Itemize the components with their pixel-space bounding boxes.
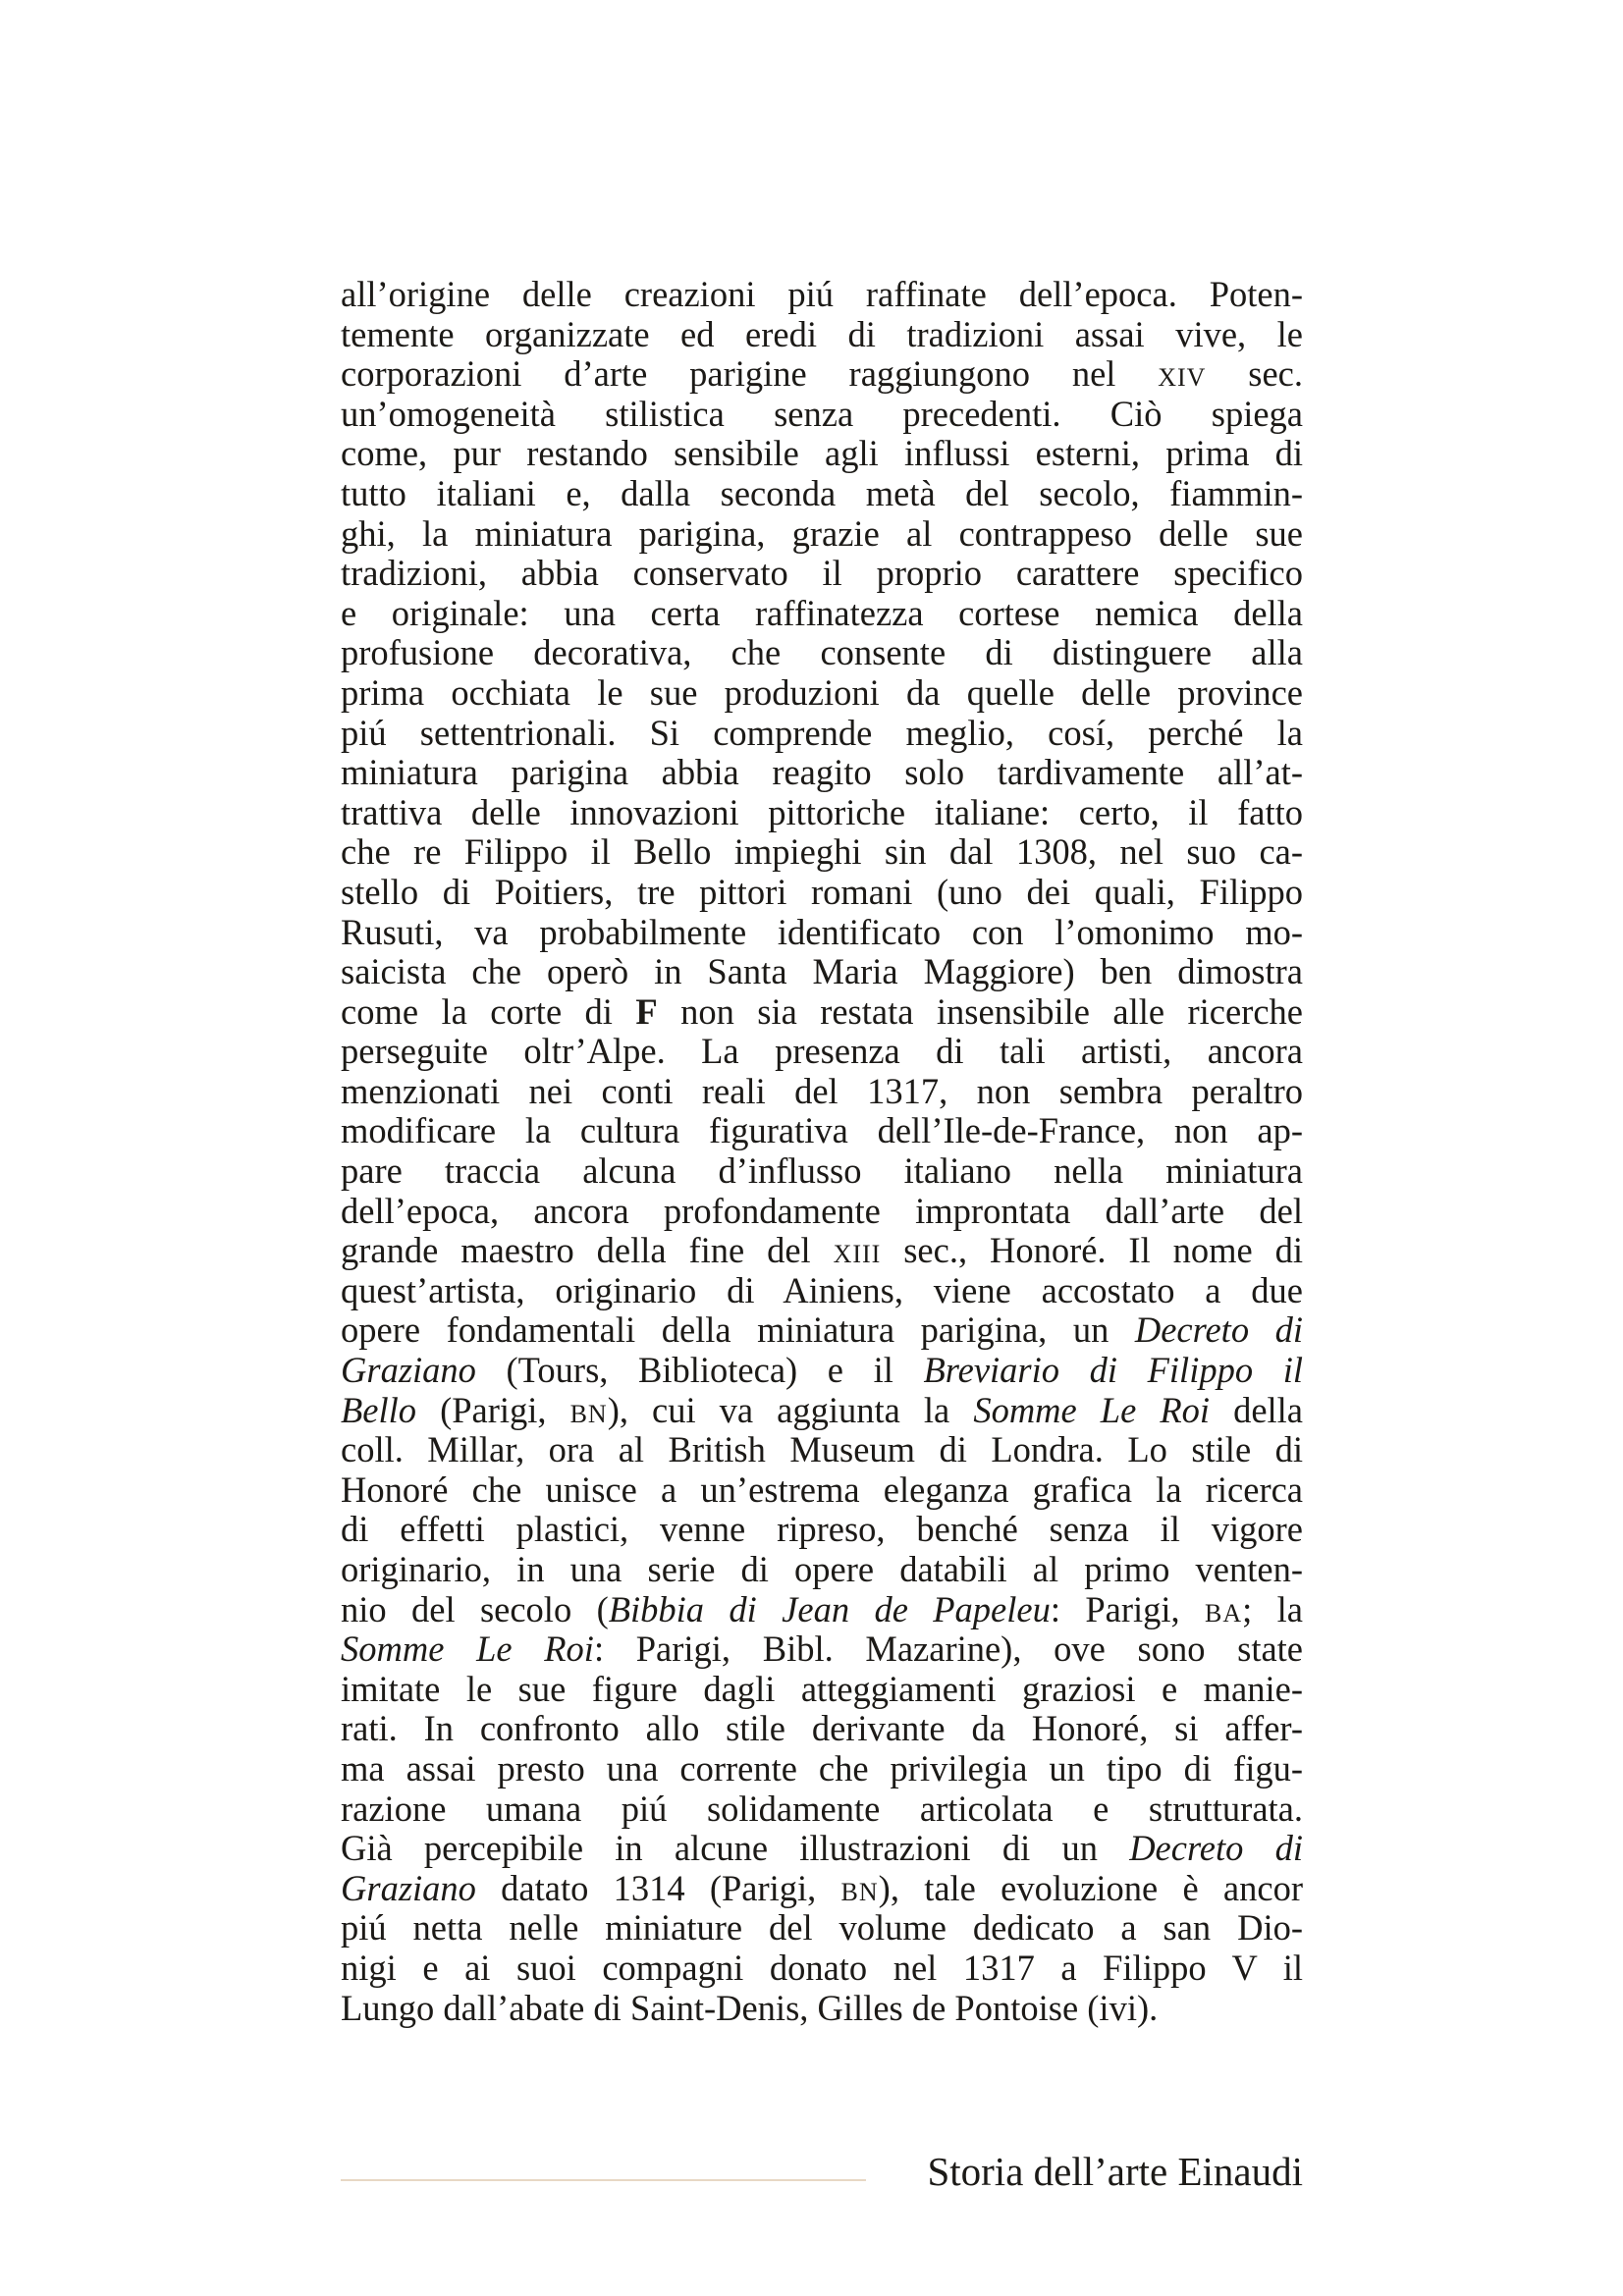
text-run: profusione decorativa, che consente di distinguere alla <box>341 632 1303 673</box>
text-run: (Tours, Biblioteca) e il <box>475 1350 924 1391</box>
text-line <box>341 832 1303 873</box>
text-run: ), cui va aggiunta la <box>607 1389 974 1430</box>
bold-letter: F <box>635 990 658 1032</box>
page-footer <box>341 2128 1303 2197</box>
text-run: come la corte di <box>341 990 636 1032</box>
text-line <box>341 594 1303 634</box>
text-line <box>341 952 1303 992</box>
text-line <box>341 1151 1303 1192</box>
text-run: saicista che operò in Santa Maria Maggiore) ben dimostra <box>341 951 1303 992</box>
text-run: Rusuti, va probabilmente identificato con l’omonimo mo- <box>341 911 1303 952</box>
text-run: nigi e ai suoi compagni donato nel 1317 a Filippo V il <box>341 1947 1303 1988</box>
text-run: Lungo dall’abate di Saint-Denis, Gilles de Pontoise (ivi). <box>341 1987 1159 2028</box>
text-run: (Parigi, <box>416 1389 570 1430</box>
text-run: sec., Honoré. Il nome di <box>881 1230 1303 1271</box>
text-run: e originale: una certa raffinatezza cortese nemica della <box>341 592 1303 633</box>
italic-title: Breviario di Filippo il <box>923 1350 1303 1391</box>
text-line <box>341 554 1303 594</box>
small-caps-abbrev: bn <box>840 1867 879 1908</box>
italic-title: Decreto di <box>1134 1309 1304 1351</box>
text-run: Già percepibile in alcune illustrazioni di un <box>341 1828 1130 1869</box>
italic-title: Decreto di <box>1129 1828 1303 1869</box>
text-line <box>341 1949 1303 1989</box>
text-line <box>341 1908 1303 1949</box>
text-run: coll. Millar, ora al British Museum di Londra. Lo stile di <box>341 1429 1303 1470</box>
text-run: imitate le sue figure dagli atteggiamenti graziosi e manie- <box>341 1668 1303 1709</box>
body-text <box>341 275 1303 2028</box>
text-line <box>341 913 1303 953</box>
text-run: grande maestro della fine del <box>341 1230 834 1271</box>
text-run: menzionati nei conti reali del 1317, non sembra peraltro <box>341 1070 1303 1111</box>
text-line <box>341 1749 1303 1789</box>
small-caps-abbrev: ba <box>1205 1588 1243 1629</box>
text-line <box>341 354 1303 395</box>
text-line <box>341 1391 1303 1431</box>
text-line <box>341 1670 1303 1710</box>
text-run: pare traccia alcuna d’influsso italiano nella miniatura <box>341 1150 1303 1192</box>
text-run: che re Filippo il Bello impieghi sin dal 1308, nel suo ca- <box>341 831 1303 873</box>
text-line <box>341 1510 1303 1550</box>
text-line <box>341 1869 1303 1909</box>
text-line <box>341 1310 1303 1351</box>
small-caps-abbrev: xiii <box>833 1230 882 1271</box>
text-run: all’origine delle creazioni piú raffinate dell’epoca. Poten- <box>341 274 1303 314</box>
text-line <box>341 1231 1303 1271</box>
small-caps-abbrev: xiv <box>1158 353 1207 395</box>
text-line <box>341 992 1303 1033</box>
italic-title: Bello <box>341 1389 417 1430</box>
text-run: nio del secolo ( <box>341 1588 609 1629</box>
text-run: ma assai presto una corrente che privilegia un tipo di figu- <box>341 1747 1303 1789</box>
text-line <box>341 1430 1303 1470</box>
text-line <box>341 1590 1303 1630</box>
text-run: opere fondamentali della miniatura parigina, un <box>341 1309 1135 1351</box>
text-run: modificare la cultura figurativa dell’Ile-de-France, non ap- <box>341 1110 1303 1151</box>
text-run: tradizioni, abbia conservato il proprio carattere specifico <box>341 553 1303 594</box>
italic-title: Bibbia di Jean de Papeleu <box>608 1588 1051 1629</box>
text-line <box>341 514 1303 555</box>
text-line <box>341 1989 1303 2029</box>
text-run: trattiva delle innovazioni pittoriche italiane: certo, il fatto <box>341 791 1303 832</box>
italic-title: Somme Le Roi <box>341 1629 594 1670</box>
text-line <box>341 1032 1303 1072</box>
italic-title: Graziano <box>341 1867 476 1908</box>
text-run: come, pur restando sensibile agli influssi esterni, prima di <box>341 433 1303 474</box>
text-run: : Parigi, <box>1050 1588 1206 1629</box>
text-run: di effetti plastici, venne ripreso, benché senza il vigore <box>341 1509 1303 1550</box>
text-run: ), tale evoluzione è ancor <box>878 1867 1303 1908</box>
footer-divider <box>341 2179 866 2181</box>
small-caps-abbrev: bn <box>569 1389 608 1430</box>
text-run: non sia restata insensibile alle ricerche <box>657 990 1303 1032</box>
text-line <box>341 633 1303 673</box>
text-run: temente organizzate ed eredi di tradizioni assai vive, le <box>341 313 1303 354</box>
text-line <box>341 793 1303 833</box>
text-line <box>341 1351 1303 1391</box>
text-run: prima occhiata le sue produzioni da quelle delle province <box>341 671 1303 713</box>
text-run: stello di Poitiers, tre pittori romani (uno dei quali, Filippo <box>341 871 1303 912</box>
text-run: ghi, la miniatura parigina, grazie al contrappeso delle sue <box>341 512 1303 554</box>
text-run: dell’epoca, ancora profondamente improntata dall’arte del <box>341 1190 1303 1231</box>
text-run: Honoré che unisce a un’estrema eleganza grafica la ricerca <box>341 1468 1303 1510</box>
text-line <box>341 673 1303 714</box>
text-run: corporazioni d’arte parigine raggiungono nel <box>341 353 1159 395</box>
text-line <box>341 1629 1303 1670</box>
text-line <box>341 1072 1303 1112</box>
text-run: originario, in una serie di opere databili al primo venten- <box>341 1549 1303 1589</box>
text-run: : Parigi, Bibl. Mazarine), ove sono state <box>593 1629 1303 1670</box>
text-run: ; la <box>1242 1588 1304 1629</box>
footer-title: Storia dell’arte Einaudi <box>927 2149 1303 2194</box>
text-line <box>341 1470 1303 1511</box>
text-run: quest’artista, originario di Ainiens, viene accostato a due <box>341 1269 1303 1310</box>
text-line <box>341 873 1303 913</box>
text-run: rati. In confronto allo stile derivante da Honoré, si affer- <box>341 1708 1303 1749</box>
text-run: datato 1314 (Parigi, <box>475 1867 841 1908</box>
text-line <box>341 315 1303 355</box>
text-run: tutto italiani e, dalla seconda metà del secolo, fiammin- <box>341 472 1303 513</box>
text-line <box>341 714 1303 754</box>
text-run: piú netta nelle miniature del volume dedicato a san Dio- <box>341 1907 1303 1949</box>
text-run: sec. <box>1206 353 1304 395</box>
text-line <box>341 1829 1303 1869</box>
text-line <box>341 474 1303 514</box>
text-line <box>341 1111 1303 1151</box>
text-line <box>341 275 1303 315</box>
text-line <box>341 1192 1303 1232</box>
text-line <box>341 1550 1303 1590</box>
text-line <box>341 1271 1303 1311</box>
text-run: della <box>1210 1389 1303 1430</box>
text-run: miniatura parigina abbia reagito solo tardivamente all’at- <box>341 752 1303 793</box>
text-line <box>341 1709 1303 1749</box>
text-run: piú settentrionali. Si comprende meglio, cosí, perché la <box>341 712 1303 753</box>
text-line <box>341 1789 1303 1830</box>
text-line <box>341 434 1303 474</box>
text-run: razione umana piú solidamente articolata e strutturata. <box>341 1788 1303 1829</box>
text-line <box>341 395 1303 435</box>
text-run: un’omogeneità stilistica senza precedenti. Ciò spiega <box>341 393 1303 434</box>
text-line <box>341 753 1303 793</box>
italic-title: Somme Le Roi <box>973 1389 1211 1430</box>
text-run: perseguite oltr’Alpe. La presenza di tali artisti, ancora <box>341 1031 1303 1072</box>
italic-title: Graziano <box>341 1350 476 1391</box>
